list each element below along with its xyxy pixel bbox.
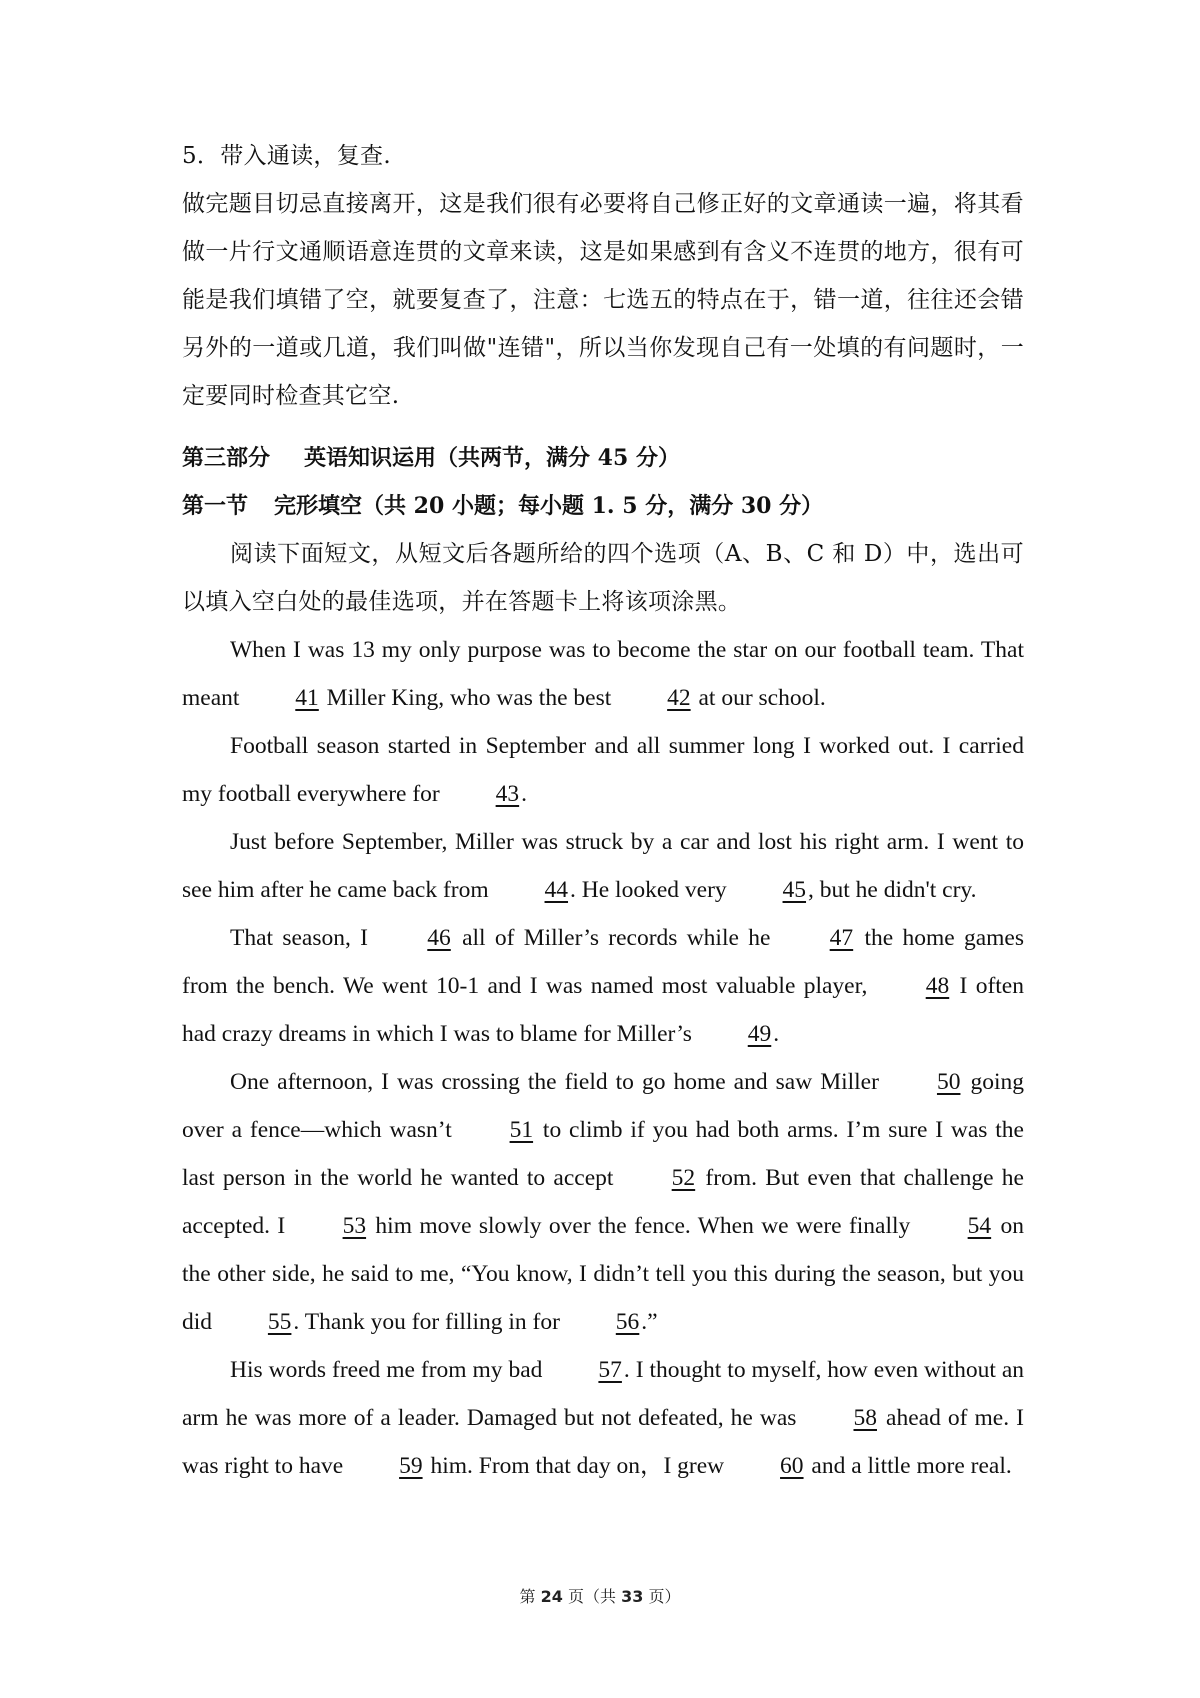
blank-52: 52 bbox=[671, 1165, 696, 1191]
blank-60: 60 bbox=[780, 1453, 804, 1479]
passage-paragraph-5: One afternoon, I was crossing the field to go home and saw Miller 50 going over a fence—which wasn’t 51 to climb if you had both arms. I’m sure I was the last person in the world he wanted to accept 52 from. But even that challenge he accepted. I 53 him move slowly over the fence. When we were finally 54 on the other side, he said to me, “You know, I didn’t tell you this during the season, but you did 55. Thank you for filling in for 56.” bbox=[182, 1058, 1024, 1346]
step5-title: 5．带入通读，复查. bbox=[182, 143, 391, 169]
blank-54: 54 bbox=[967, 1213, 992, 1239]
blank-55: 55 bbox=[267, 1309, 292, 1335]
page-number: 24 bbox=[540, 1587, 563, 1606]
passage-paragraph-2: Football season started in September and all summer long I worked out. I carried my football everywhere for 43. bbox=[182, 722, 1024, 818]
part3-title-right: 英语知识运用（共两节，满分 45 分） bbox=[304, 445, 680, 471]
section1-instructions: 阅读下面短文，从短文后各题所给的四个选项（A、B、C 和 D）中，选出可以填入空白处的最佳选项，并在答题卡上将该项涂黑。 bbox=[182, 541, 1024, 615]
blank-44: 44 bbox=[544, 877, 569, 903]
passage-paragraph-3: Just before September, Miller was struck by a car and lost his right arm. I went to see him after he came back from 44. He looked very 45, but he didn't cry. bbox=[182, 818, 1024, 914]
section1-title-right: 完形填空（共 20 小题；每小题 1. 5 分，满分 30 分） bbox=[274, 493, 824, 519]
blank-47: 47 bbox=[829, 925, 854, 951]
blank-56: 56 bbox=[615, 1309, 640, 1335]
blank-59: 59 bbox=[399, 1453, 423, 1479]
instructions-block bbox=[182, 530, 1024, 626]
blank-58: 58 bbox=[853, 1405, 877, 1431]
blank-50: 50 bbox=[936, 1069, 961, 1095]
step5-body: 做完题目切忌直接离开，这是我们很有必要将自己修正好的文章通读一遍，将其看做一片行文通顺语意连贯的文章来读，这是如果感到有含义不连贯的地方，很有可能是我们填错了空，就要复查了，注意：七选五的特点在于，错一道，往往还会错另外的一道或几道，我们叫做"连错"，所以当你发现自己有一处填的有问题时，一定要同时检查其它空. bbox=[182, 191, 1024, 409]
blank-42: 42 bbox=[667, 685, 691, 711]
cloze-passage bbox=[182, 626, 1024, 1490]
tips-section bbox=[182, 132, 1024, 420]
blank-51: 51 bbox=[509, 1117, 534, 1143]
section1-heading bbox=[182, 482, 1024, 530]
part3-heading bbox=[182, 434, 1024, 482]
passage-paragraph-4: That season, I 46 all of Miller’s records while he 47 the home games from the bench. We went 10-1 and I was named most valuable player, 48 I often had crazy dreams in which I was to blame for Miller’s 49. bbox=[182, 914, 1024, 1058]
section1-title-left: 第一节 bbox=[182, 493, 249, 519]
page-total: 33 bbox=[621, 1587, 644, 1606]
blank-48: 48 bbox=[925, 973, 950, 999]
blank-53: 53 bbox=[342, 1213, 367, 1239]
blank-49: 49 bbox=[747, 1021, 772, 1047]
blank-45: 45 bbox=[782, 877, 807, 903]
blank-57: 57 bbox=[598, 1357, 622, 1383]
passage-paragraph-1: When I was 13 my only purpose was to become the star on our football team. That meant 41 Miller King, who was the best 42 at our school. bbox=[182, 626, 1024, 722]
blank-46: 46 bbox=[427, 925, 451, 951]
blank-43: 43 bbox=[495, 781, 520, 807]
page-footer: 第 24 页（共 33 页） bbox=[519, 1587, 681, 1606]
blank-41: 41 bbox=[295, 685, 319, 711]
part3-title-left: 第三部分 bbox=[182, 445, 271, 471]
passage-paragraph-6: His words freed me from my bad 57. I thought to myself, how even without an arm he was more of a leader. Damaged but not defeated, he was 58 ahead of me. I was right to have 59 him. From that day on，I grew 60 and a little more real. bbox=[182, 1346, 1024, 1490]
